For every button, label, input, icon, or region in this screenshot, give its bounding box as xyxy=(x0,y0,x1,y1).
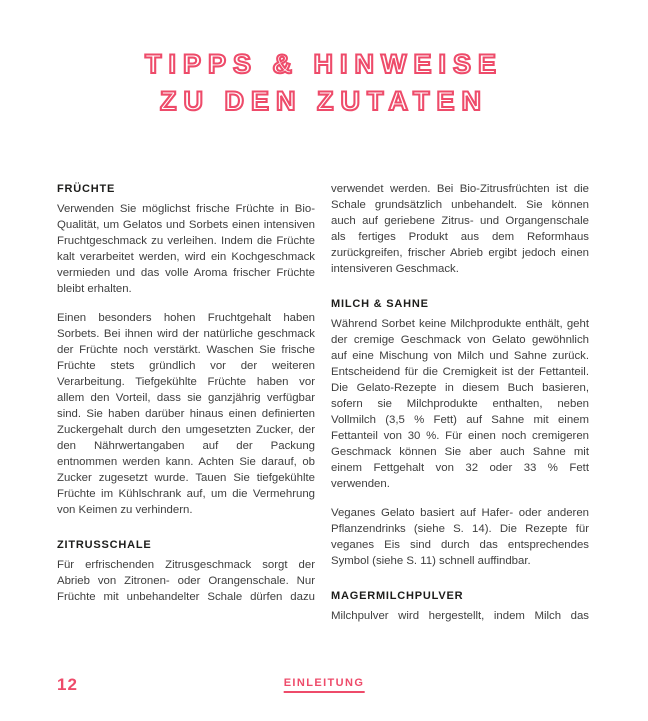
section-fruechte xyxy=(57,181,315,518)
section-heading-magermilchpulver: MAGERMILCHPULVER xyxy=(331,590,464,602)
paragraph: verwendet werden. Bei Bio-Zitrusfrüchten ist die Schale grundsätzlich unbehandelt. Sie können auch auf geriebene Zitrus- und Organgenschale als fertiges Produkt aus dem Reformhaus zurückgreifen, frischer Abrieb ergibt jedoch einen intensiveren Geschmack. xyxy=(331,183,589,275)
page-title-line-1: TIPPS & HINWEISE xyxy=(144,49,504,79)
book-page xyxy=(0,46,648,721)
page-footer xyxy=(57,675,591,695)
right-column xyxy=(331,181,589,637)
section-heading-fruechte: FRÜCHTE xyxy=(57,183,116,195)
paragraph: Während Sorbet keine Milchprodukte enthält, geht der cremige Geschmack von Gelato gewöhnlich auf eine Mischung von Milch und Sahne zurück. Entscheidend für die Cremigkeit ist der Fettanteil. Die Gelato-Rezepte in diesem Buch basieren, sofern sie Milchprodukte enthalten, neben Vollmilch (3,5 % Fett) auf Sahne mit einem Fettanteil von 30 %. Für einen noch cremigeren Geschmack können Sie aber auch Sahne mit einem Fettgehalt von 32 oder 33 % Fett verwenden. xyxy=(331,318,589,490)
paragraph: Milchpulver wird hergestellt, indem Milch das xyxy=(331,610,589,622)
two-column-text xyxy=(57,181,591,637)
page-title-line-2: ZU DEN ZUTATEN xyxy=(160,86,488,116)
section-heading-milch-sahne: MILCH & SAHNE xyxy=(331,298,429,310)
paragraph: Veganes Gelato basiert auf Hafer- oder anderen Pflanzendrinks (siehe S. 14). Die Rezepte für veganes Eis sind durch das entsprechendes Symbol (siehe S. 11) schnell auffindbar. xyxy=(331,507,589,567)
paragraph: Einen besonders hohen Fruchtgehalt haben Sorbets. Bei ihnen wird der natürliche geschmack der Früchte noch verstärkt. Waschen Sie frische Früchte stets gründlich vor der weiteren Verarbeitung. Tiefgekühlte Früchte haben vor allem den Vorteil, dass sie ganzjährig verfügbar sind. Sie haben darüber hinaus einen definierten Zuckergehalt durch den umgesetzten Zucker, der den Nährwertangaben auf der Packung entnommen werden kann. Achten Sie darauf, ob Zucker zugesetzt wurde. Tauen Sie tiefgekühlte Früchte im Kühlschrank auf, um die Vermehrung von Keimen zu verhindern. xyxy=(57,312,315,516)
paragraph: Verwenden Sie möglichst frische Früchte in Bio-Qualität, um Gelatos und Sorbets einen intensiven Fruchtgeschmack zu verleihen. Indem die Früchte kalt verarbeitet werden, wird ein Kochgeschmack vermieden und das volle Aroma frischer Früchte bleibt erhalten. xyxy=(57,203,315,295)
section-heading-zitrusschale: ZITRUSSCHALE xyxy=(57,539,152,551)
page-title xyxy=(0,46,648,120)
footer-section-link[interactable]: EINLEITUNG xyxy=(284,677,365,693)
left-column xyxy=(57,181,315,637)
paragraph: Für erfrischenden Zitrusgeschmack sorgt der Abrieb von Zitronen- oder Orangenschale. Nur Früchte mit unbehandelter Schale dürfen dazu xyxy=(57,559,315,603)
page-number: 12 xyxy=(57,675,78,694)
section-magermilchpulver xyxy=(331,588,589,624)
section-zitrusschale xyxy=(57,537,315,605)
section-zitrusschale-continued xyxy=(331,181,589,277)
section-milch-sahne xyxy=(331,296,589,569)
